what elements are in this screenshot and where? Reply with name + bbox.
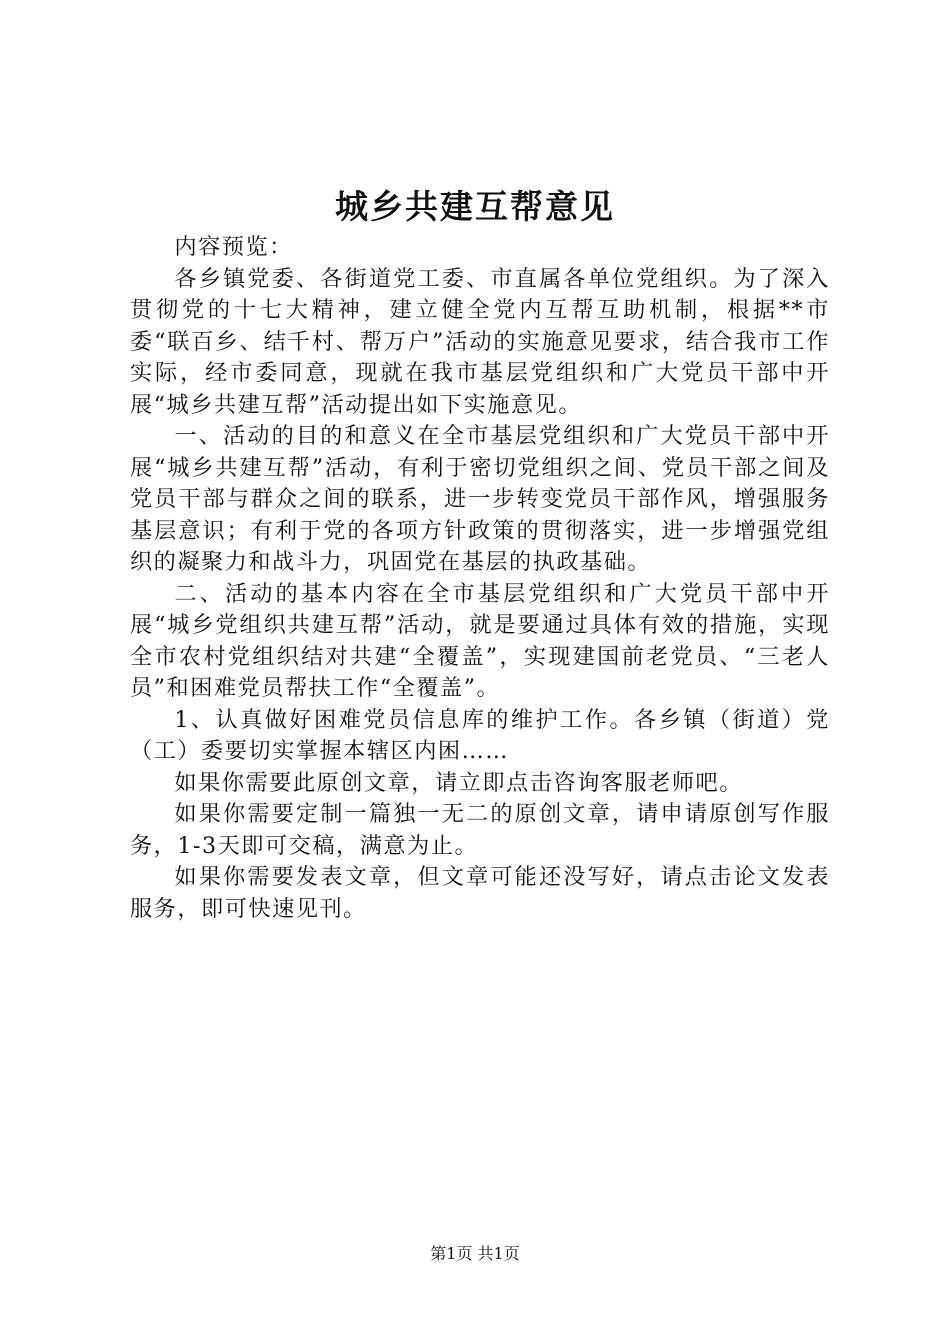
paragraph-section-2: 二、活动的基本内容在全市基层党组织和广大党员干部中开展“城乡党组织共建互帮”活动，就是要通过具体有效的措施，实现全市农村党组织结对共建“全覆盖”，实现建国前老党员、“三老人员”和困难党员帮扶工作“全覆盖”。 [130,580,830,701]
paragraph-custom-writing-note: 如果你需要定制一篇独一无二的原创文章，请申请原创写作服务，1-3天即可交稿，满意为止。 [130,801,830,859]
paragraph-consult-note: 如果你需要此原创文章，请立即点击咨询客服老师吧。 [174,769,743,796]
page-footer: 第1页 共1页 [430,1244,520,1263]
paragraph-publish-note: 如果你需要发表文章，但文章可能还没写好，请点击论文发表服务，即可快速见刊。 [130,864,830,922]
document-body [130,232,830,925]
paragraph-item-1: 1、认真做好困难党员信息库的维护工作。各乡镇（街道）党（工）委要切实掌握本辖区内困…… [130,706,830,764]
document-title: 城乡共建互帮意见 [335,187,615,226]
preview-label: 内容预览： [174,234,293,260]
paragraph-intro: 各乡镇党委、各街道党工委、市直属各单位党组织。为了深入贯彻党的十七大精神，建立健全党内互帮互助机制，根据**市委“联百乡、结千村、帮万户”活动的实施意见要求，结合我市工作实际，经市委同意，现就在我市基层党组织和广大党员干部中开展“城乡共建互帮”活动提出如下实施意见。 [130,265,830,418]
paragraph-section-1: 一、活动的目的和意义在全市基层党组织和广大党员干部中开展“城乡共建互帮”活动，有利于密切党组织之间、党员干部之间及党员干部与群众之间的联系，进一步转变党员干部作风，增强服务基层意识；有利于党的各项方针政策的贯彻落实，进一步增强党组织的凝聚力和战斗力，巩固党在基层的执政基础。 [130,423,830,575]
